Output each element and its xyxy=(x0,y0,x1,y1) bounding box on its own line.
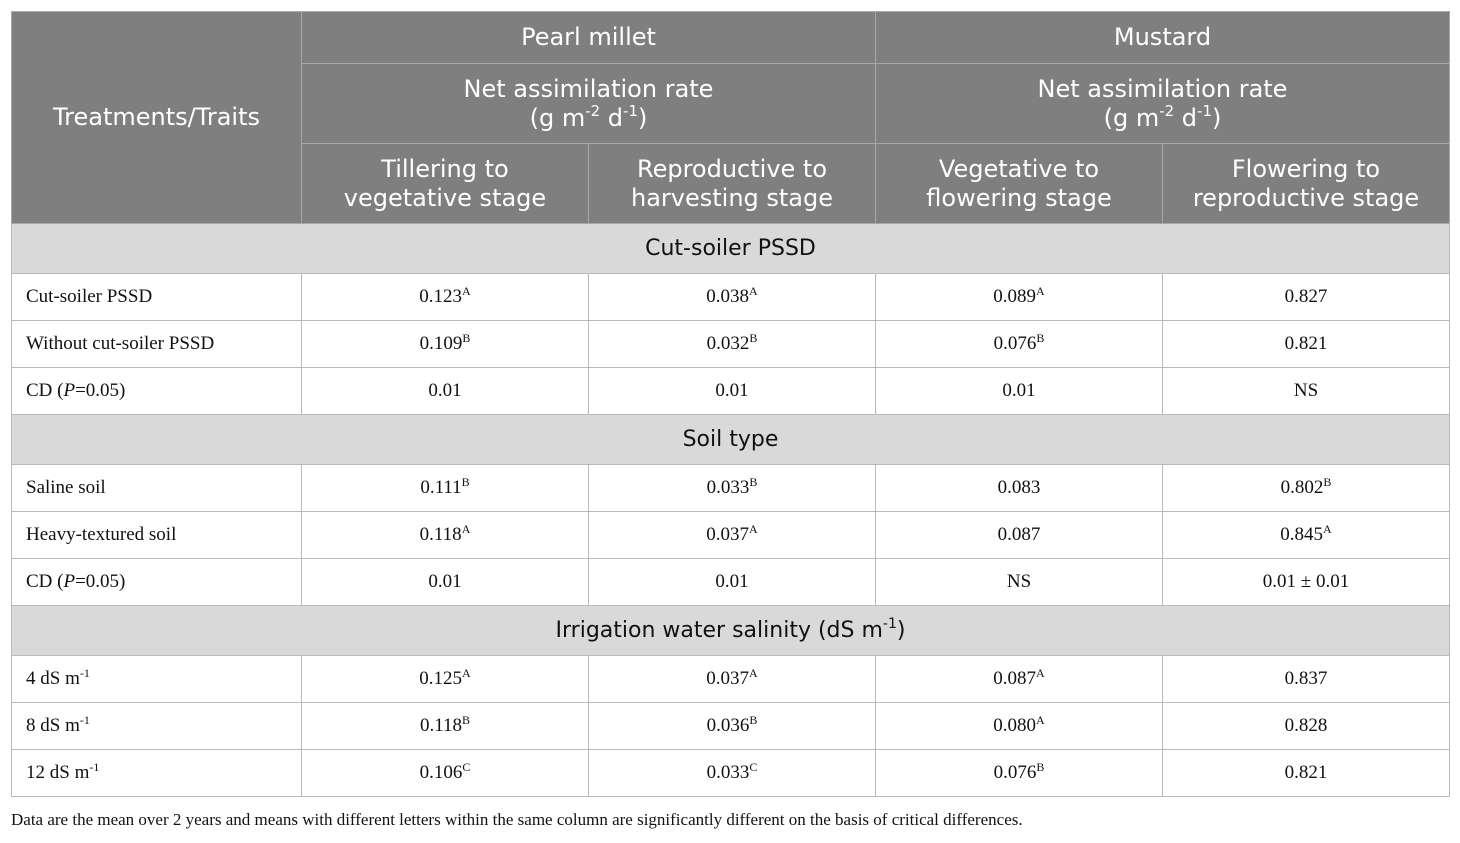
value-cell: $0.118^A$ xyxy=(302,512,589,559)
table-footnote: Data are the mean over 2 years and means with different letters within the same column are significantly different on the basis of critical differences. xyxy=(11,810,1023,829)
value-cell: 0.821 xyxy=(1163,321,1450,368)
table-row xyxy=(12,703,1450,750)
value-cell: $0.036^B$ xyxy=(589,703,876,750)
value-cell: $0.087^A$ xyxy=(876,656,1163,703)
cd-row xyxy=(12,368,1450,415)
significance-letter: B xyxy=(462,713,471,727)
value-cell: 0.01 ± 0.01 xyxy=(1163,559,1450,606)
table-row xyxy=(12,512,1450,559)
value-cell: $0.038^A$ xyxy=(589,274,876,321)
value-cell: $0.123^A$ xyxy=(302,274,589,321)
section-title: Cut-soiler PSSD xyxy=(12,224,1450,274)
value-cell: $0.033^C$ xyxy=(589,750,876,797)
row-label: CD (P=0.05) xyxy=(12,559,302,606)
section-header-row xyxy=(12,606,1450,656)
unit-label: (g $m^{-2}$ $d^{-1}$) xyxy=(1103,101,1222,132)
value-cell: 0.01 xyxy=(589,559,876,606)
significance-letter: A xyxy=(749,522,758,536)
significance-letter: B xyxy=(749,475,758,489)
value-cell: $0.106^C$ xyxy=(302,750,589,797)
value-cell: $0.037^A$ xyxy=(589,656,876,703)
table-row xyxy=(12,656,1450,703)
significance-letter: B xyxy=(462,331,471,345)
significance-letter: A xyxy=(749,284,758,298)
value-cell: $0.080^A$ xyxy=(876,703,1163,750)
table-row xyxy=(12,750,1450,797)
value-cell: 0.827 xyxy=(1163,274,1450,321)
significance-letter: A xyxy=(1036,666,1045,680)
section-header-row xyxy=(12,415,1450,465)
value-cell: 0.01 xyxy=(589,368,876,415)
value-cell: NS xyxy=(1163,368,1450,415)
row-label: Saline soil xyxy=(12,465,302,512)
value-cell: 0.837 xyxy=(1163,656,1450,703)
unit-label: (g $m^{-2}$ $d^{-1}$) xyxy=(529,101,648,132)
value-cell: 0.087 xyxy=(876,512,1163,559)
significance-letter: B xyxy=(749,331,758,345)
measure-label: Net assimilation rate xyxy=(463,74,714,103)
value-cell: $0.076^B$ xyxy=(876,321,1163,368)
value-cell: NS xyxy=(876,559,1163,606)
value-cell: $0.845^A$ xyxy=(1163,512,1450,559)
value-cell: 0.821 xyxy=(1163,750,1450,797)
value-cell: 0.01 xyxy=(302,368,589,415)
section-title: Irrigation water salinity (dS $m^{-1}$) xyxy=(12,606,1450,656)
crop-header-mustard: Mustard xyxy=(876,12,1450,64)
table-header xyxy=(12,12,1450,224)
row-label: Heavy-textured soil xyxy=(12,512,302,559)
table-row xyxy=(12,321,1450,368)
value-cell: 0.01 xyxy=(302,559,589,606)
value-cell: $0.037^A$ xyxy=(589,512,876,559)
value-cell: $0.118^B$ xyxy=(302,703,589,750)
value-cell: $0.109^B$ xyxy=(302,321,589,368)
table-row xyxy=(12,274,1450,321)
value-cell: $0.032^B$ xyxy=(589,321,876,368)
value-cell: $0.802^B$ xyxy=(1163,465,1450,512)
measure-header-pearl-millet xyxy=(302,64,876,144)
significance-letter: C xyxy=(462,760,471,774)
significance-letter: A xyxy=(749,666,758,680)
data-table xyxy=(11,11,1450,797)
measure-header-mustard xyxy=(876,64,1450,144)
value-cell: $0.111^B$ xyxy=(302,465,589,512)
significance-letter: C xyxy=(749,760,758,774)
section-header-row xyxy=(12,224,1450,274)
table-row xyxy=(12,465,1450,512)
significance-letter: B xyxy=(461,475,470,489)
significance-letter: B xyxy=(749,713,758,727)
significance-letter: A xyxy=(461,522,471,536)
value-cell: 0.01 xyxy=(876,368,1163,415)
section-title: Soil type xyxy=(12,415,1450,465)
significance-letter: A xyxy=(1323,522,1332,536)
significance-letter: A xyxy=(1036,284,1045,298)
stage-header-reproductive: Reproductive to harvesting stage xyxy=(589,144,876,224)
significance-letter: A xyxy=(462,666,471,680)
row-label: CD (P=0.05) xyxy=(12,368,302,415)
row-label: 8 dS $m^{-1}$ xyxy=(12,703,302,750)
stage-header-tillering: Tillering to vegetative stage xyxy=(302,144,589,224)
significance-letter: B xyxy=(1036,760,1045,774)
significance-letter: A xyxy=(462,284,471,298)
significance-letter: B xyxy=(1036,331,1045,345)
crop-header-pearl-millet: Pearl millet xyxy=(302,12,876,64)
row-label: 4 dS $m^{-1}$ xyxy=(12,656,302,703)
value-cell: $0.125^A$ xyxy=(302,656,589,703)
table-body xyxy=(12,224,1450,797)
measure-label: Net assimilation rate xyxy=(1037,74,1288,103)
value-cell: $0.033^B$ xyxy=(589,465,876,512)
value-cell: 0.828 xyxy=(1163,703,1450,750)
significance-letter: B xyxy=(1323,475,1332,489)
value-cell: $0.076^B$ xyxy=(876,750,1163,797)
header-corner: Treatments/Traits xyxy=(12,12,302,224)
cd-row xyxy=(12,559,1450,606)
row-label: 12 dS $m^{-1}$ xyxy=(12,750,302,797)
value-cell: $0.089^A$ xyxy=(876,274,1163,321)
value-cell: 0.083 xyxy=(876,465,1163,512)
significance-letter: A xyxy=(1036,713,1045,727)
row-label: Without cut-soiler PSSD xyxy=(12,321,302,368)
stage-header-vegetative: Vegetative to flowering stage xyxy=(876,144,1163,224)
table-container xyxy=(11,11,1449,797)
stage-header-flowering: Flowering to reproductive stage xyxy=(1163,144,1450,224)
row-label: Cut-soiler PSSD xyxy=(12,274,302,321)
